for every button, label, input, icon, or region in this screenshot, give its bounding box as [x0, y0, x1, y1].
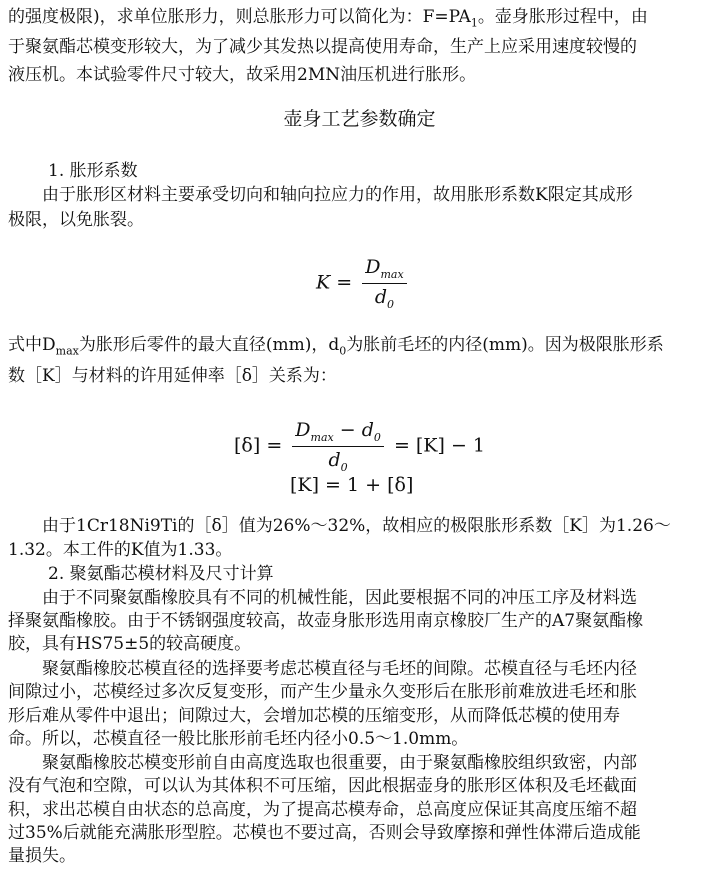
- text-line: 聚氨酯橡胶芯模变形前自由高度选取也很重要，由于聚氨酯橡胶组织致密，内部: [42, 753, 637, 773]
- formula-rhs: = [K] − 1: [393, 434, 486, 457]
- formula-operator: =: [336, 271, 353, 294]
- formula-k: [316, 256, 411, 311]
- text-line: 式中$D_{max}$为胀形后零件的最大直径(mm)，$d_0$为胀前毛坯的内径(mm)。因为极限胀形系: [8, 335, 664, 358]
- text-line: 择聚氨酯橡胶。由于不锈钢强度较高，故壶身胀形选用南京橡胶厂生产的A7聚氨酯橡: [8, 611, 644, 631]
- formula-operator: =: [266, 434, 283, 457]
- formula-symbol: [δ]: [234, 434, 261, 457]
- formula-k-relation: [K] = 1 + [δ]: [290, 474, 414, 496]
- text-line: 由于不同聚氨酯橡胶具有不同的机械性能，因此要根据不同的冲压工序及材料选: [42, 588, 637, 608]
- formula-symbol: K: [316, 271, 331, 294]
- formula-fraction: $\frac{D_{max} - d_0}{d_0}$: [292, 419, 384, 474]
- text-line: 过35%后就能充满胀形型腔。芯模也不要过高，否则会导致摩擦和弹性体滞后造成能: [8, 823, 641, 843]
- text-line: 极限，以免胀裂。: [8, 210, 144, 230]
- text-line: 由于胀形区材料主要承受切向和轴向拉应力的作用，故用胀形系数K限定其成形: [42, 185, 633, 205]
- text-line: 由于1Cr18Ni9Ti的［δ］值为26%～32%，故相应的极限胀形系数［K］为1.26～: [42, 516, 671, 536]
- text-line: 胶，具有HS75±5的较高硬度。: [8, 634, 252, 654]
- section-title: 壶身工艺参数确定: [283, 108, 436, 130]
- formula-delta: [234, 419, 485, 474]
- text-line: 液压机。本试验零件尺寸较大，故采用2MN油压机进行胀形。: [8, 65, 477, 85]
- section-heading: 1. 胀形系数: [48, 161, 138, 181]
- text-line: 形后难从零件中退出；间隙过大，会增加芯模的压缩变形，从而降低芯模的使用寿: [8, 706, 620, 726]
- text-line: 数［K］与材料的许用延伸率［δ］关系为：: [8, 366, 337, 386]
- text-line: 积，求出芯模自由状态的总高度，为了提高芯模寿命，总高度应保证其高度压缩不超: [8, 800, 637, 820]
- text-line: 量损失。: [8, 846, 76, 866]
- text-line: 没有气泡和空隙，可以认为其体积不可压缩，因此根据壶身的胀形区体积及毛坯截面: [8, 776, 637, 796]
- text-line: 于聚氨酯芯模变形较大，为了减少其发热以提高使用寿命，生产上应采用速度较慢的: [8, 37, 637, 57]
- text-line: 命。所以，芯模直径一般比胀形前毛坯内径小0.5～1.0mm。: [8, 729, 469, 749]
- text-line: 的强度极限)，求单位胀形力，则总胀形力可以简化为：$F=PA_1$。壶身胀形过程中，由: [8, 7, 648, 30]
- text-line: 间隙过小，芯模经过多次反复变形，而产生少量永久变形后在胀形前难放进毛坯和胀: [8, 682, 637, 702]
- text-line: 聚氨酯橡胶芯模直径的选择要考虑芯模直径与毛坯的间隙。芯模直径与毛坯内径: [42, 659, 637, 679]
- text-line: 1.32。本工件的K值为1.33。: [8, 540, 233, 560]
- section-heading: 2. 聚氨酯芯模材料及尺寸计算: [48, 564, 274, 584]
- formula-fraction: $\frac{D_{max}}{d_0}$: [362, 256, 406, 311]
